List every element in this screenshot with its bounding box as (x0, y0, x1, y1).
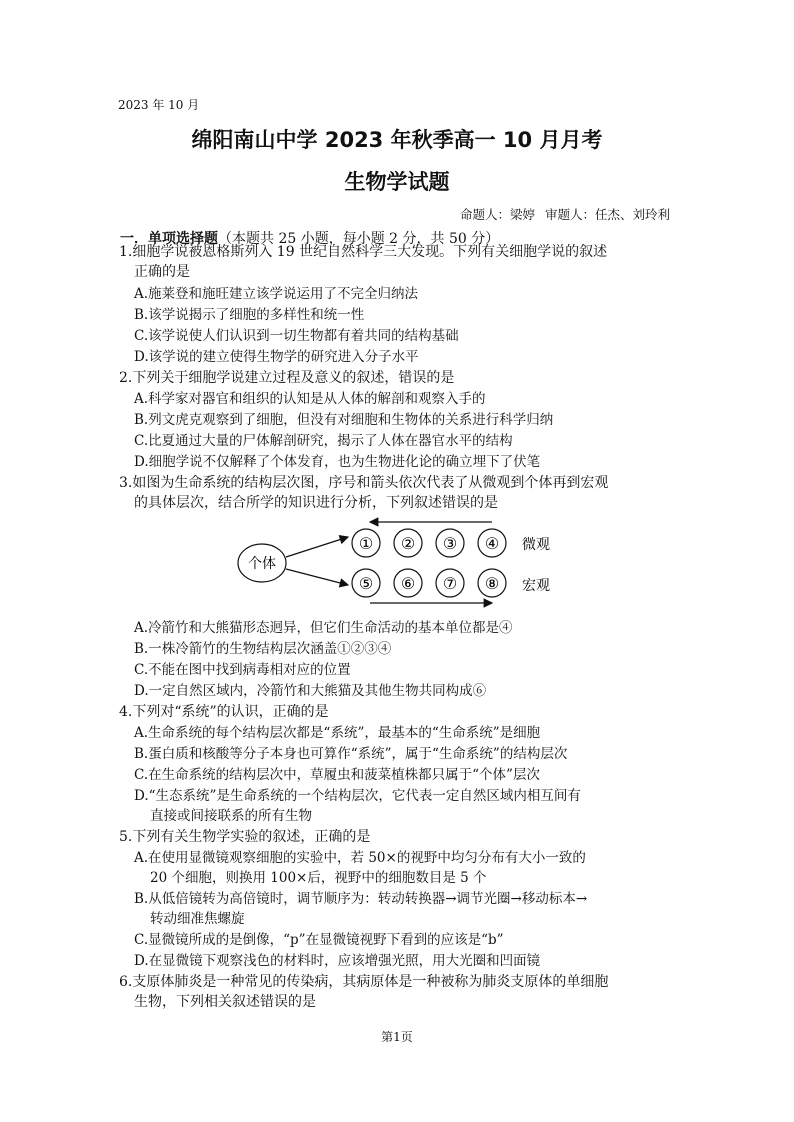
option: B.蛋白质和核酸等分子本身也可算作“系统”，属于“生命系统”的结构层次 (134, 746, 568, 762)
question-stem: 1.细胞学说被恩格斯列入 19 世纪自然科学三大发现。下列有关细胞学说的叙述 (119, 244, 608, 260)
life-system-diagram (230, 513, 590, 613)
option: A.生命系统的每个结构层次都是“系统”，最基本的“生命系统”是细胞 (134, 725, 541, 741)
arrow-individual-to-micro (286, 537, 348, 557)
option: B.列文虎克观察到了细胞，但没有对细胞和生物体的关系进行科学归纳 (134, 412, 554, 428)
option: C.比夏通过大量的尸体解剖研究，揭示了人体在器官水平的结构 (134, 433, 513, 449)
option: B.从低倍镜转为高倍镜时，调节顺序为：转动转换器→调节光圈→移动标本→ (134, 891, 588, 907)
option: A.科学家对器官和组织的认知是从人体的解剖和观察入手的 (134, 391, 486, 407)
authors-line: 命题人：梁婷 审题人：任杰、刘玲利 (460, 207, 670, 222)
question-stem: 生物，下列相关叙述错误的是 (134, 994, 316, 1010)
level-circle-1 (352, 529, 380, 557)
page-subtitle: 生物学试题 (344, 170, 450, 194)
option: D.在显微镜下观察浅色的材料时，应该增强光照，用大光圈和凹面镜 (134, 953, 541, 969)
question-stem: 4.下列对“系统”的认识，正确的是 (119, 704, 329, 720)
level-label: ③ (442, 534, 458, 553)
level-label: ⑥ (400, 574, 416, 593)
level-circle-7 (436, 569, 464, 597)
level-label: ① (358, 534, 374, 553)
level-label: ④ (484, 534, 500, 553)
question-stem: 正确的是 (134, 264, 190, 280)
option: D.“生态系统”是生命系统的一个结构层次，它代表一定自然区域内相互间有 (134, 788, 581, 804)
level-circle-8 (478, 569, 506, 597)
option: C.在生命系统的结构层次中，草履虫和菠菜植株都只属于“个体”层次 (134, 767, 540, 783)
question-stem: 的具体层次，结合所学的知识进行分析，下列叙述错误的是 (134, 495, 498, 511)
section-note: （本题共 25 小题，每小题 2 分，共 50 分） (218, 231, 500, 247)
level-label: ⑦ (442, 574, 458, 593)
level-circle-4 (478, 529, 506, 557)
option: A.冷箭竹和大熊猫形态迥异，但它们生命活动的基本单位都是④ (134, 620, 513, 636)
option: A.施莱登和施旺建立该学说运用了不完全归纳法 (134, 286, 419, 302)
page-number: 第1页 (381, 1030, 413, 1044)
option: D.细胞学说不仅解释了个体发育，也为生物进化论的确立埋下了伏笔 (134, 454, 541, 470)
option-continuation: 直接或间接联系的所有生物 (150, 808, 312, 824)
option: B.一株冷箭竹的生物结构层次涵盖①②③④ (134, 641, 392, 657)
level-label: ⑤ (358, 574, 374, 593)
level-label: ⑧ (484, 574, 500, 593)
level-label: ② (400, 534, 416, 553)
exam-date: 2023 年 10 月 (118, 98, 200, 112)
option: B.该学说揭示了细胞的多样性和统一性 (134, 307, 365, 323)
option: C.该学说使人们认识到一切生物都有着共同的结构基础 (134, 328, 459, 344)
option-continuation: 20 个细胞，则换用 100×后，视野中的细胞数目是 5 个 (150, 870, 487, 886)
question-stem: 3.如图为生命系统的结构层次图，序号和箭头依次代表了从微观到个体再到宏观 (119, 475, 609, 491)
question-stem: 2.下列关于细胞学说建立过程及意义的叙述，错误的是 (119, 370, 455, 386)
micro-label: 微观 (522, 537, 550, 553)
option: D.一定自然区域内，冷箭竹和大熊猫及其他生物共同构成⑥ (134, 683, 487, 699)
macro-label: 宏观 (522, 578, 550, 594)
section-title: 一．单项选择题 (120, 231, 218, 247)
option: D.该学说的建立使得生物学的研究进入分子水平 (134, 349, 419, 365)
level-circle-2 (394, 529, 422, 557)
level-circle-5 (352, 569, 380, 597)
question-stem: 6.支原体肺炎是一种常见的传染病，其病原体是一种被称为肺炎支原体的单细胞 (119, 974, 609, 990)
page-title: 绵阳南山中学 2023 年秋季高一 10 月月考 (191, 128, 603, 152)
option: C.显微镜所成的是倒像，“p”在显微镜视野下看到的应该是“b” (134, 932, 504, 948)
option: A.在使用显微镜观察细胞的实验中，若 50×的视野中均匀分布有大小一致的 (134, 850, 586, 866)
level-circle-6 (394, 569, 422, 597)
option-continuation: 转动细准焦螺旋 (150, 911, 245, 927)
arrow-individual-to-macro (286, 569, 348, 585)
question-stem: 5.下列有关生物学实验的叙述，正确的是 (119, 829, 371, 845)
individual-label: 个体 (248, 556, 276, 572)
option: C.不能在图中找到病毒相对应的位置 (134, 662, 351, 678)
level-circle-3 (436, 529, 464, 557)
